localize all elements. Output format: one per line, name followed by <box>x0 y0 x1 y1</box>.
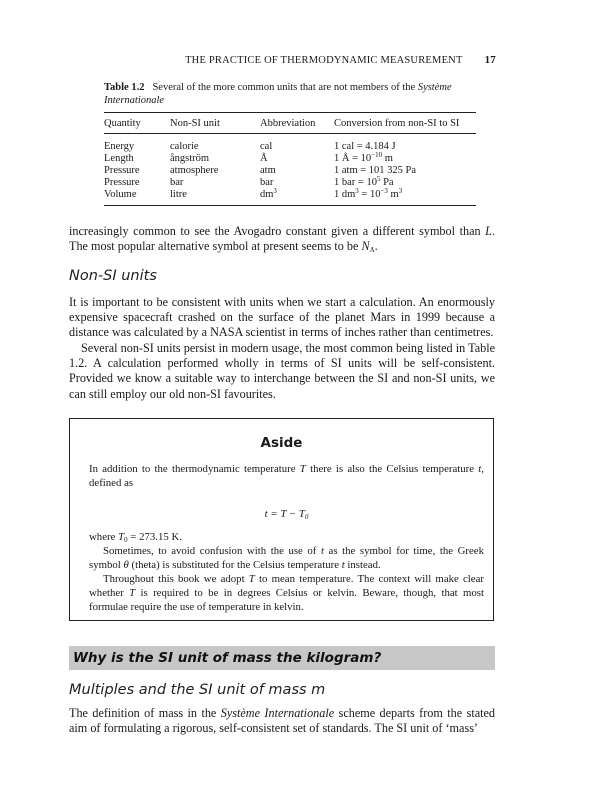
table-row <box>104 134 476 154</box>
table-cell: 1 cal = 4.184 J <box>334 141 396 152</box>
section-heading-non-si: Non-SI units <box>69 268 157 284</box>
table-cell: atmosphere <box>170 165 219 176</box>
body-paragraph: Several non-SI units persist in modern usage, the most common being listed in Table 1.2. A calculation performed wholly in terms of SI units will be self-consistent. Provided we know a suitable way to interchange between the SI and non-SI units, we can still employ our old non-SI favourites. <box>69 341 495 401</box>
table-cell: 1 Å = $10^{-10}$ m <box>334 151 393 164</box>
table-cell: bar <box>170 177 184 188</box>
table-cell: Energy <box>104 141 135 152</box>
table-cell: Å <box>260 153 268 164</box>
table-caption-text: Several of the more common units that are not members of the <box>152 82 418 93</box>
table-cell: Pressure <box>104 177 140 188</box>
table-label: Table 1.2 <box>104 82 145 93</box>
section-title-bar: Why is the SI unit of mass the kilogram? <box>69 646 495 670</box>
column-header: Quantity <box>104 113 170 134</box>
table-caption <box>104 81 476 107</box>
aside-paragraph: In addition to the thermodynamic temperature T there is also the Celsius temperature t, defined as <box>89 463 484 489</box>
table-cell: atm <box>260 165 276 176</box>
aside-title: Aside <box>260 435 303 451</box>
column-header: Non-SI unit <box>170 113 260 134</box>
table-cell: Pressure <box>104 165 140 176</box>
aside-paragraph: Sometimes, to avoid confusion with the use of t as the symbol for time, the Greek symbol θ (theta) is substituted for the Celsius temperature t instead. <box>89 545 484 571</box>
column-header: Abbreviation <box>260 113 334 134</box>
table-caption-italic: Système Internationale <box>104 82 452 106</box>
table-row <box>104 177 476 189</box>
running-head <box>0 54 496 66</box>
aside-paragraph: where $T_0 = 273.15$ K. <box>89 531 182 544</box>
page-number: 17 <box>484 54 496 66</box>
table-row <box>104 153 476 165</box>
table-row <box>104 189 476 206</box>
table-cell: 1 $dm^3 = 10^{-3}$ $m^3$ <box>334 189 476 206</box>
body-paragraph: It is important to be consistent with units when we start a calculation. An enormously expensive spacecraft crashed on the surface of the planet Mars in 1999 because a distance was calculated by a NASA scientist in terms of inches rather than centimetres. <box>69 295 495 340</box>
table-cell: bar <box>260 177 274 188</box>
table-cell: 1 atm = 101 325 Pa <box>334 165 417 176</box>
table-cell: Length <box>104 153 134 164</box>
body-paragraph: The definition of mass in the Système Internationale scheme departs from the stated aim of formulating a rigorous, self-consistent set of standards. The SI unit of ‘mass’ <box>69 706 495 736</box>
subsection-heading: Multiples and the SI unit of mass m <box>69 682 326 698</box>
table-cell: ångström <box>170 153 210 164</box>
table-header-row <box>104 113 476 134</box>
non-si-units-table <box>104 112 476 206</box>
table-cell: cal <box>260 141 273 152</box>
column-header: Conversion from non-SI to SI <box>334 113 476 134</box>
aside-box <box>69 418 494 621</box>
table-cell: 1 bar = $10^5$ Pa <box>334 175 394 188</box>
running-title: THE PRACTICE OF THERMODYNAMIC MEASUREMENT <box>185 55 463 66</box>
table-cell: calorie <box>170 141 199 152</box>
table-cell: $dm^3$ <box>260 189 334 206</box>
aside-paragraph: Throughout this book we adopt T to mean temperature. The context will make clear whether T is required to be in degrees Celsius or kelvin. Beware, though, that most formulae require the use of temperature in kelvin. <box>89 573 484 613</box>
aside-equation: $t = T - T_0$ <box>264 508 309 521</box>
table-row <box>104 165 476 177</box>
body-paragraph: increasingly common to see the Avogadro constant given a different symbol than L. The most popular alternative symbol at present seems to be $N_A$. <box>69 224 495 255</box>
table-cell: Volume <box>104 189 170 206</box>
table-cell: litre <box>170 189 260 206</box>
